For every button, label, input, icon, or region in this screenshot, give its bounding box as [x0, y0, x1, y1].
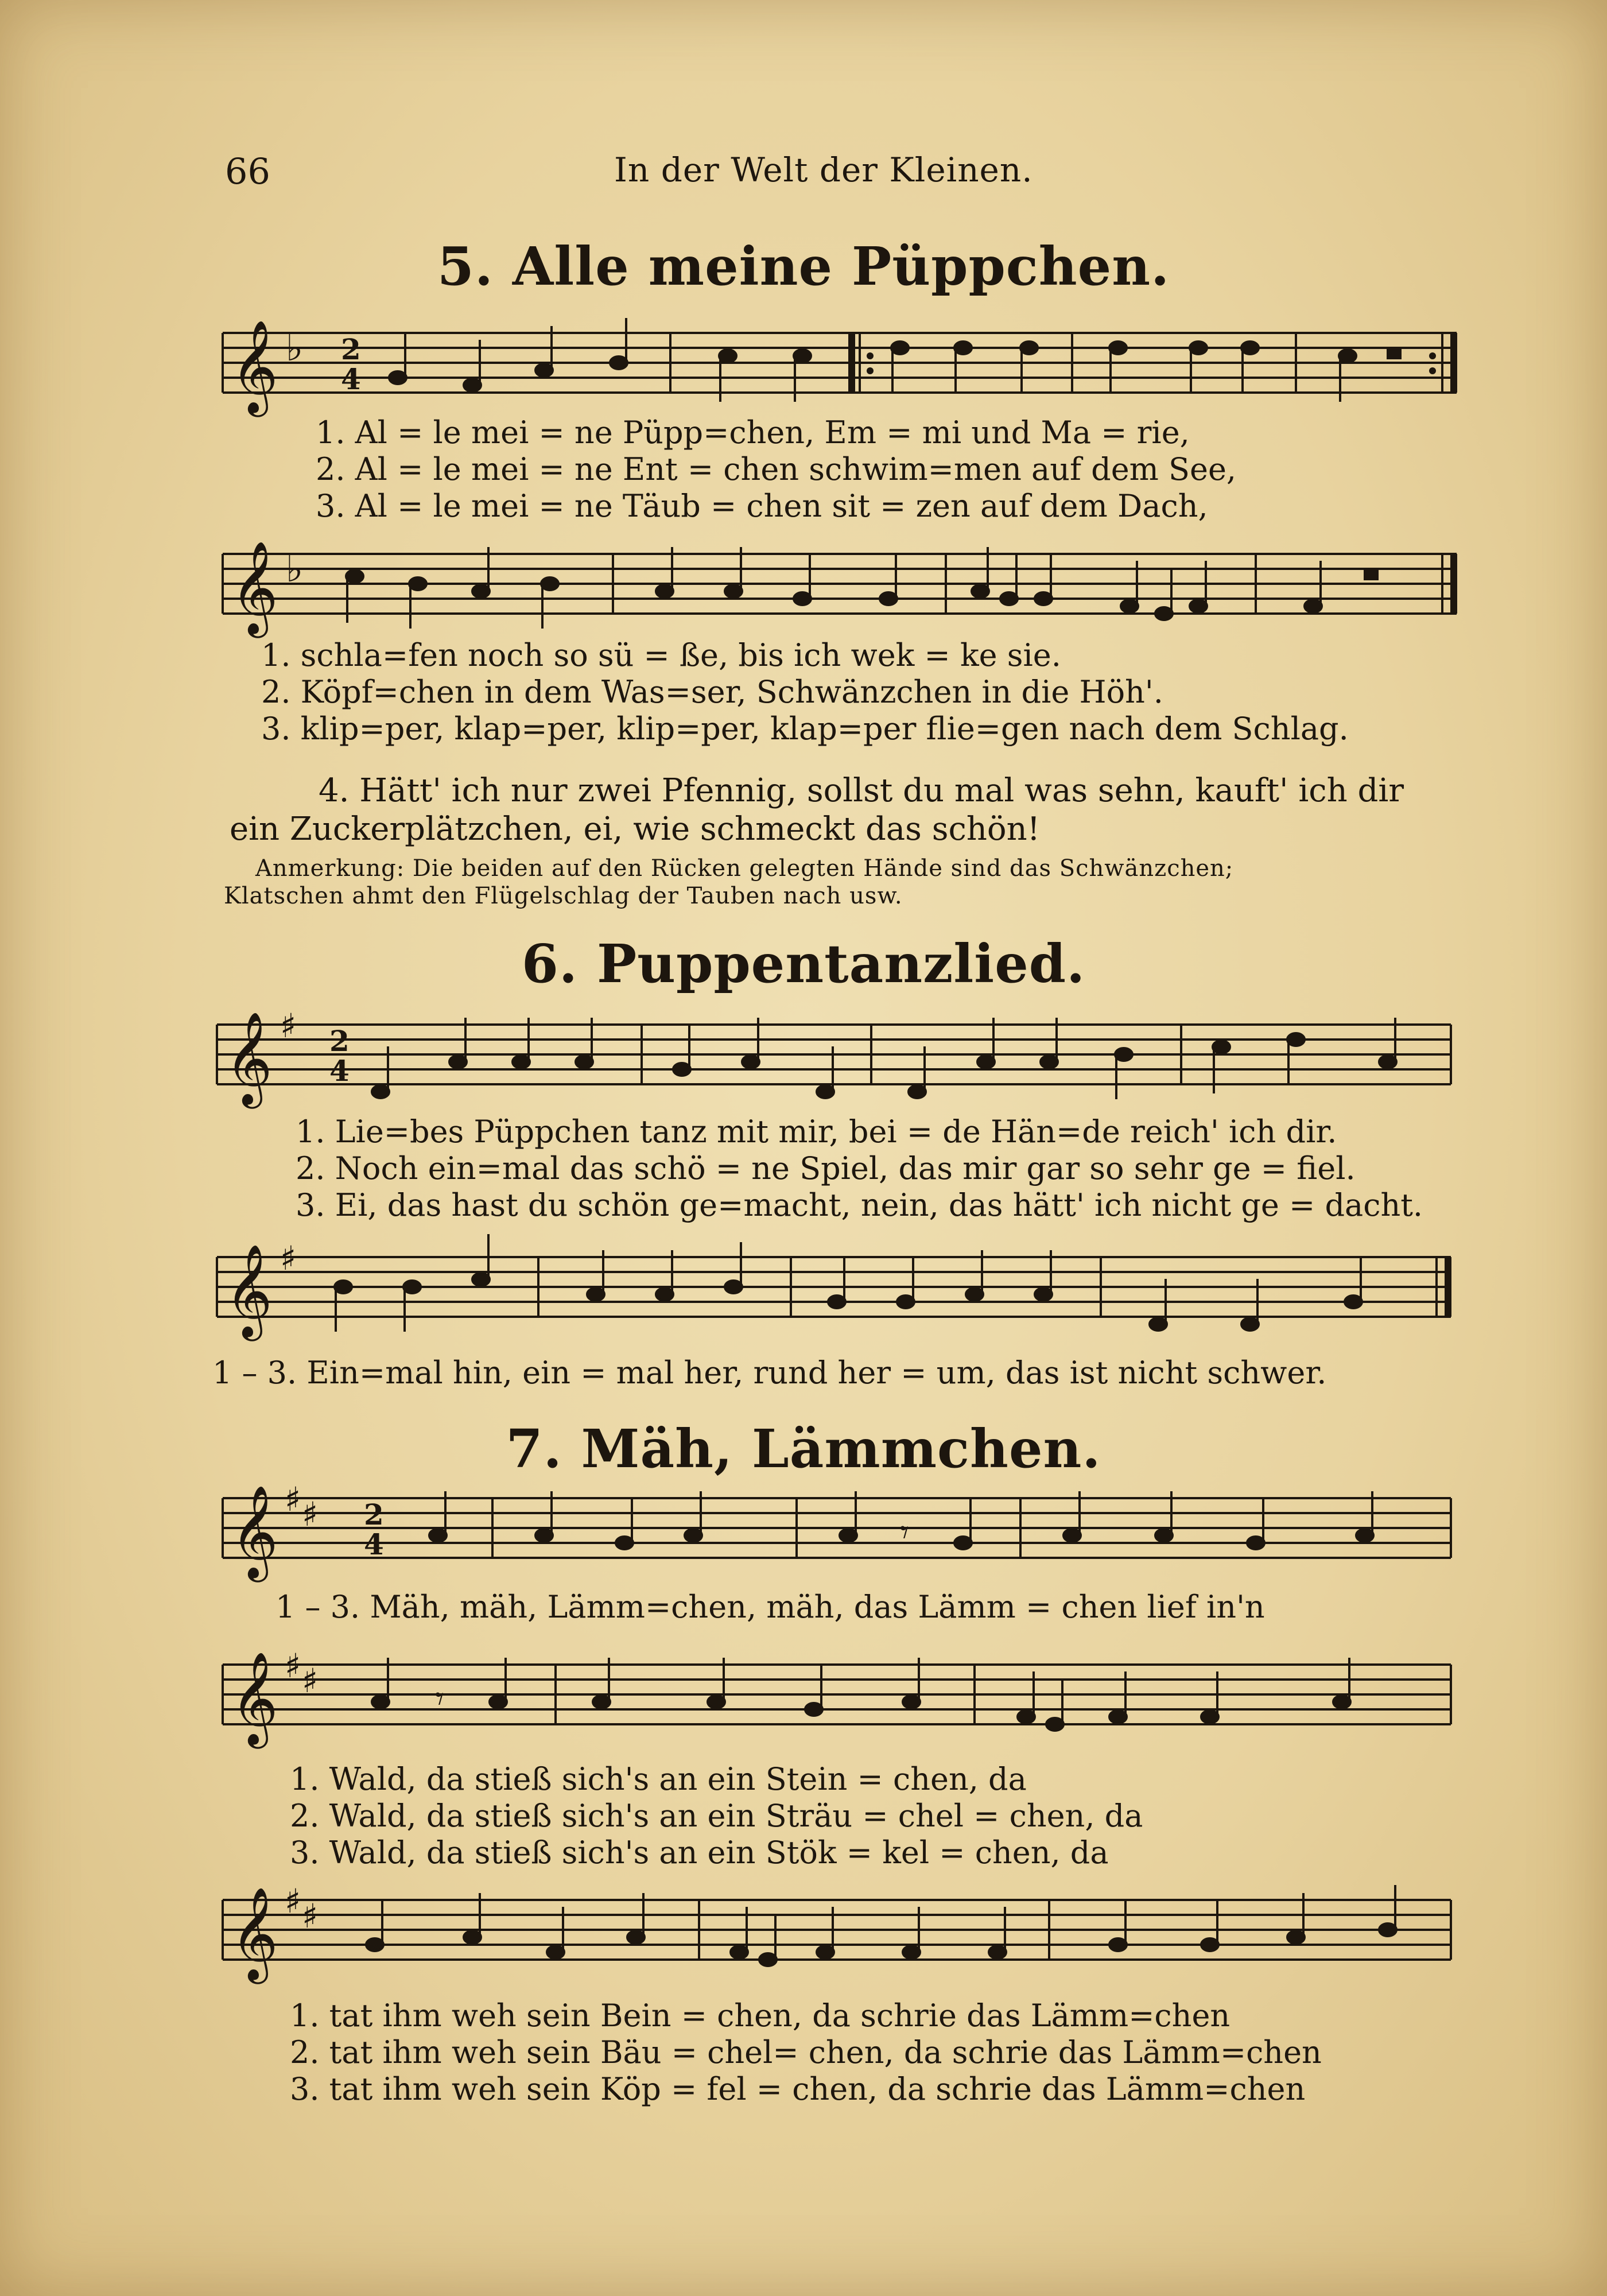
- song5-remark-line1: Anmerkung: Die beiden auf den Rücken gelegten Hände sind das Schwänzchen;: [255, 855, 1234, 882]
- song7-staff-2: [223, 1642, 1462, 1756]
- song5-staff-2: [223, 531, 1462, 646]
- song7-lyric-4: 3. Wald, da stieß sich's an ein Stök = kel = chen, da: [290, 1835, 1109, 1871]
- svg-text:4: 4: [364, 1527, 384, 1561]
- svg-text:♯: ♯: [285, 1882, 301, 1921]
- svg-text:♯: ♯: [285, 1646, 301, 1685]
- svg-text:𝄞: 𝄞: [225, 1244, 273, 1337]
- svg-text:♯: ♯: [280, 1239, 297, 1278]
- svg-text:2: 2: [364, 1498, 384, 1531]
- song5-staff-1: [223, 310, 1462, 425]
- song6-title: 6. Puppentanzlied.: [521, 933, 1086, 995]
- svg-text:2: 2: [341, 332, 361, 366]
- sharp-icon: ♯: [280, 1006, 297, 1045]
- rest-icon: 𝄾: [900, 1512, 909, 1553]
- song6-lyric-4: 1 – 3. Ein=mal hin, ein = mal her, rund her = um, das ist nicht schwer.: [212, 1355, 1327, 1391]
- song6-lyric-3: 3. Ei, das hast du schön ge=macht, nein, das hätt' ich nicht ge = dacht.: [296, 1187, 1423, 1223]
- treble-clef-icon: 𝄞: [231, 320, 278, 413]
- song5-lyric-2: 2. Al = le mei = ne Ent = chen schwim=men auf dem See,: [316, 451, 1237, 487]
- svg-text:𝄾: 𝄾: [435, 1679, 444, 1719]
- flat-icon: ♭: [286, 327, 304, 370]
- song6-staff-1: [217, 1002, 1457, 1116]
- svg-text:4: 4: [329, 1054, 350, 1088]
- song6-staff-2: [217, 1234, 1457, 1349]
- song5-lyric-4: 1. schla=fen noch so sü = ße, bis ich wek = ke sie.: [261, 637, 1061, 673]
- svg-text:𝄞: 𝄞: [231, 1485, 278, 1578]
- svg-text:♯: ♯: [302, 1495, 319, 1534]
- svg-text:𝄞: 𝄞: [231, 541, 278, 634]
- song7-staff-1: [223, 1475, 1462, 1590]
- svg-text:𝄞: 𝄞: [225, 1011, 273, 1105]
- song7-lyric-7: 3. tat ihm weh sein Köp = fel = chen, da schrie das Lämm=chen: [290, 2071, 1306, 2107]
- svg-text:𝄞: 𝄞: [231, 1651, 278, 1745]
- svg-text:𝄞: 𝄞: [231, 1887, 278, 1980]
- page-number: 66: [225, 150, 270, 192]
- svg-text:♯: ♯: [302, 1661, 319, 1700]
- song5-lyric-1: 1. Al = le mei = ne Püpp=chen, Em = mi und Ma = rie,: [316, 414, 1190, 451]
- song5-verse4-line2: ein Zuckerplätzchen, ei, wie schmeckt das schön!: [230, 810, 1041, 848]
- song5-title: 5. Alle meine Püppchen.: [437, 235, 1170, 297]
- svg-text:♯: ♯: [302, 1896, 319, 1936]
- song5-lyric-5: 2. Köpf=chen in dem Was=ser, Schwänzchen in die Höh'.: [261, 674, 1163, 710]
- song6-lyric-2: 2. Noch ein=mal das schö = ne Spiel, das mir gar so sehr ge = fiel.: [296, 1150, 1356, 1186]
- running-head: In der Welt der Kleinen.: [614, 150, 1033, 189]
- svg-text:♯: ♯: [285, 1480, 301, 1519]
- song5-remark-line2: Klatschen ahmt den Flügelschlag der Tauben nach usw.: [224, 883, 903, 909]
- song7-lyric-6: 2. tat ihm weh sein Bäu = chel= chen, da schrie das Lämm=chen: [290, 2034, 1322, 2070]
- svg-text:♭: ♭: [286, 548, 304, 591]
- song5-lyric-3: 3. Al = le mei = ne Täub = chen sit = zen auf dem Dach,: [316, 488, 1208, 524]
- song7-staff-3: [223, 1877, 1462, 1992]
- svg-text:2: 2: [329, 1024, 350, 1058]
- song7-lyric-5: 1. tat ihm weh sein Bein = chen, da schrie das Lämm=chen: [290, 1998, 1231, 2034]
- song6-lyric-1: 1. Lie=bes Püppchen tanz mit mir, bei = de Hän=de reich' ich dir.: [296, 1114, 1337, 1150]
- song7-lyric-1: 1 – 3. Mäh, mäh, Lämm=chen, mäh, das Lämm = chen lief in'n: [275, 1589, 1265, 1625]
- song7-lyric-2: 1. Wald, da stieß sich's an ein Stein = chen, da: [290, 1761, 1027, 1797]
- song7-title: 7. Mäh, Lämmchen.: [506, 1418, 1101, 1480]
- song7-lyric-3: 2. Wald, da stieß sich's an ein Sträu = chel = chen, da: [290, 1798, 1143, 1834]
- song5-lyric-6: 3. klip=per, klap=per, klip=per, klap=per flie=gen nach dem Schlag.: [261, 711, 1349, 747]
- song5-verse4-line1: 4. Hätt' ich nur zwei Pfennig, sollst du mal was sehn, kauft' ich dir: [319, 772, 1404, 809]
- svg-text:4: 4: [341, 362, 361, 396]
